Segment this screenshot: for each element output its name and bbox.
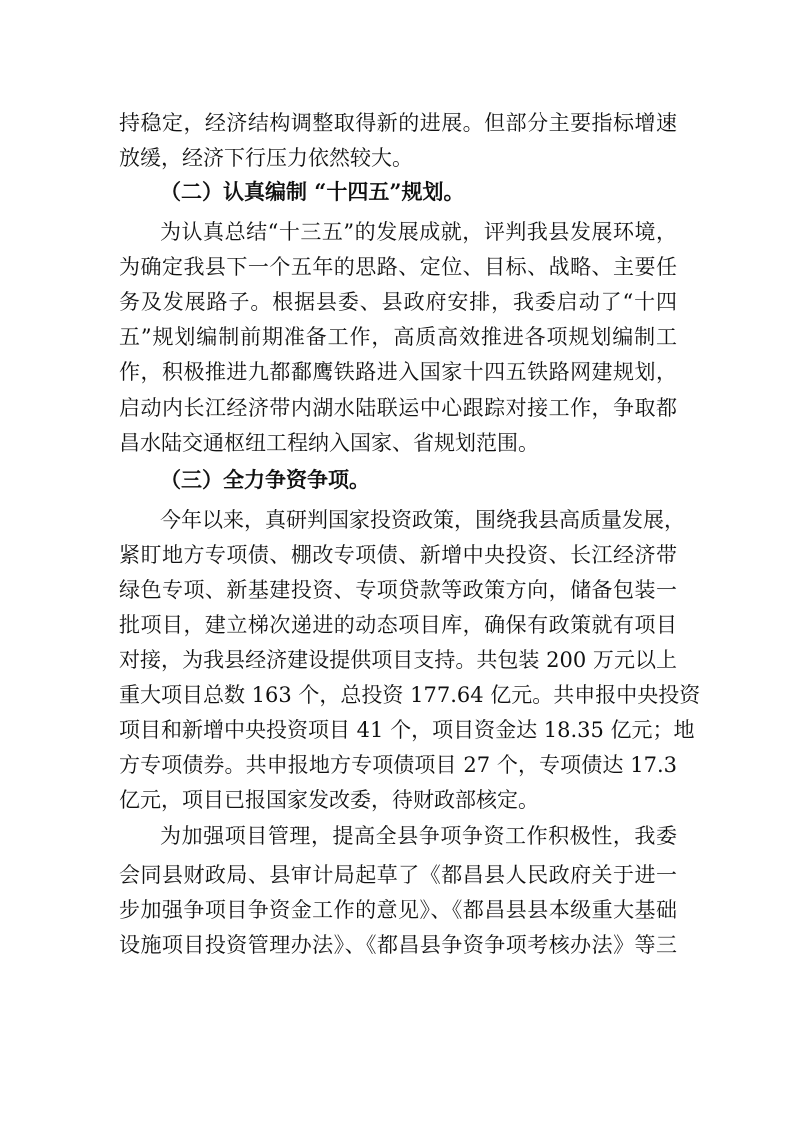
paragraph-line: 绿色专项、新基建投资、专项贷款等政策方向，储备包装一 [119,578,677,602]
paragraph-line: 昌水陆交通枢纽工程纳入国家、省规划范围。 [119,431,539,455]
paragraph-line: 作，积极推进九都鄱鹰铁路进入国家十四五铁路网建规划， [119,360,677,384]
paragraph-line: 放缓，经济下行压力依然较大。 [119,146,413,170]
paragraph-line: 五”规划编制前期准备工作，高质高效推进各项规划编制工 [119,325,677,349]
paragraph-line: 启动内长江经济带内湖水陆联运中心跟踪对接工作，争取都 [119,396,677,420]
paragraph-line: 今年以来，真研判国家投资政策，围绕我县高质量发展， [160,508,685,532]
section-heading: （三）全力争资争项。 [160,467,370,492]
paragraph-line: 紧盯地方专项债、棚改专项债、新增中央投资、长江经济带 [119,543,677,567]
paragraph-line: 为认真总结“十三五”的发展成就，评判我县发展环境， [160,220,677,244]
paragraph-line: 为加强项目管理，提高全县争项争资工作积极性，我委 [160,824,677,848]
section-heading: （二）认真编制 “十四五”规划。 [160,179,465,204]
paragraph-line: 会同县财政局、县审计局起草了《都昌县人民政府关于进一 [119,863,677,887]
paragraph-line: 方专项债券。共申报地方专项债项目 27 个，专项债达 17.3 [119,753,677,777]
paragraph-line: 务及发展路子。根据县委、县政府安排，我委启动了“十四 [119,290,677,314]
paragraph-line: 重大项目总数 163 个，总投资 177.64 亿元。共申报中央投资 [119,683,701,707]
paragraph-line: 对接，为我县经济建设提供项目支持。共包装 200 万元以上 [119,648,677,672]
paragraph-line: 项目和新增中央投资项目 41 个，项目资金达 18.35 亿元；地 [119,718,695,742]
paragraph-line: 持稳定，经济结构调整取得新的进展。但部分主要指标增速 [119,111,677,135]
paragraph-line: 批项目，建立梯次递进的动态项目库，确保有政策就有项目 [119,613,677,637]
paragraph-line: 设施项目投资管理办法》、《都昌县争资争项考核办法》等三 [119,933,677,957]
paragraph-line: 亿元，项目已报国家发改委，待财政部核定。 [119,788,539,812]
paragraph-line: 为确定我县下一个五年的思路、定位、目标、战略、主要任 [119,255,677,279]
paragraph-line: 步加强争项目争资金工作的意见》、《都昌县县本级重大基础 [119,898,677,922]
